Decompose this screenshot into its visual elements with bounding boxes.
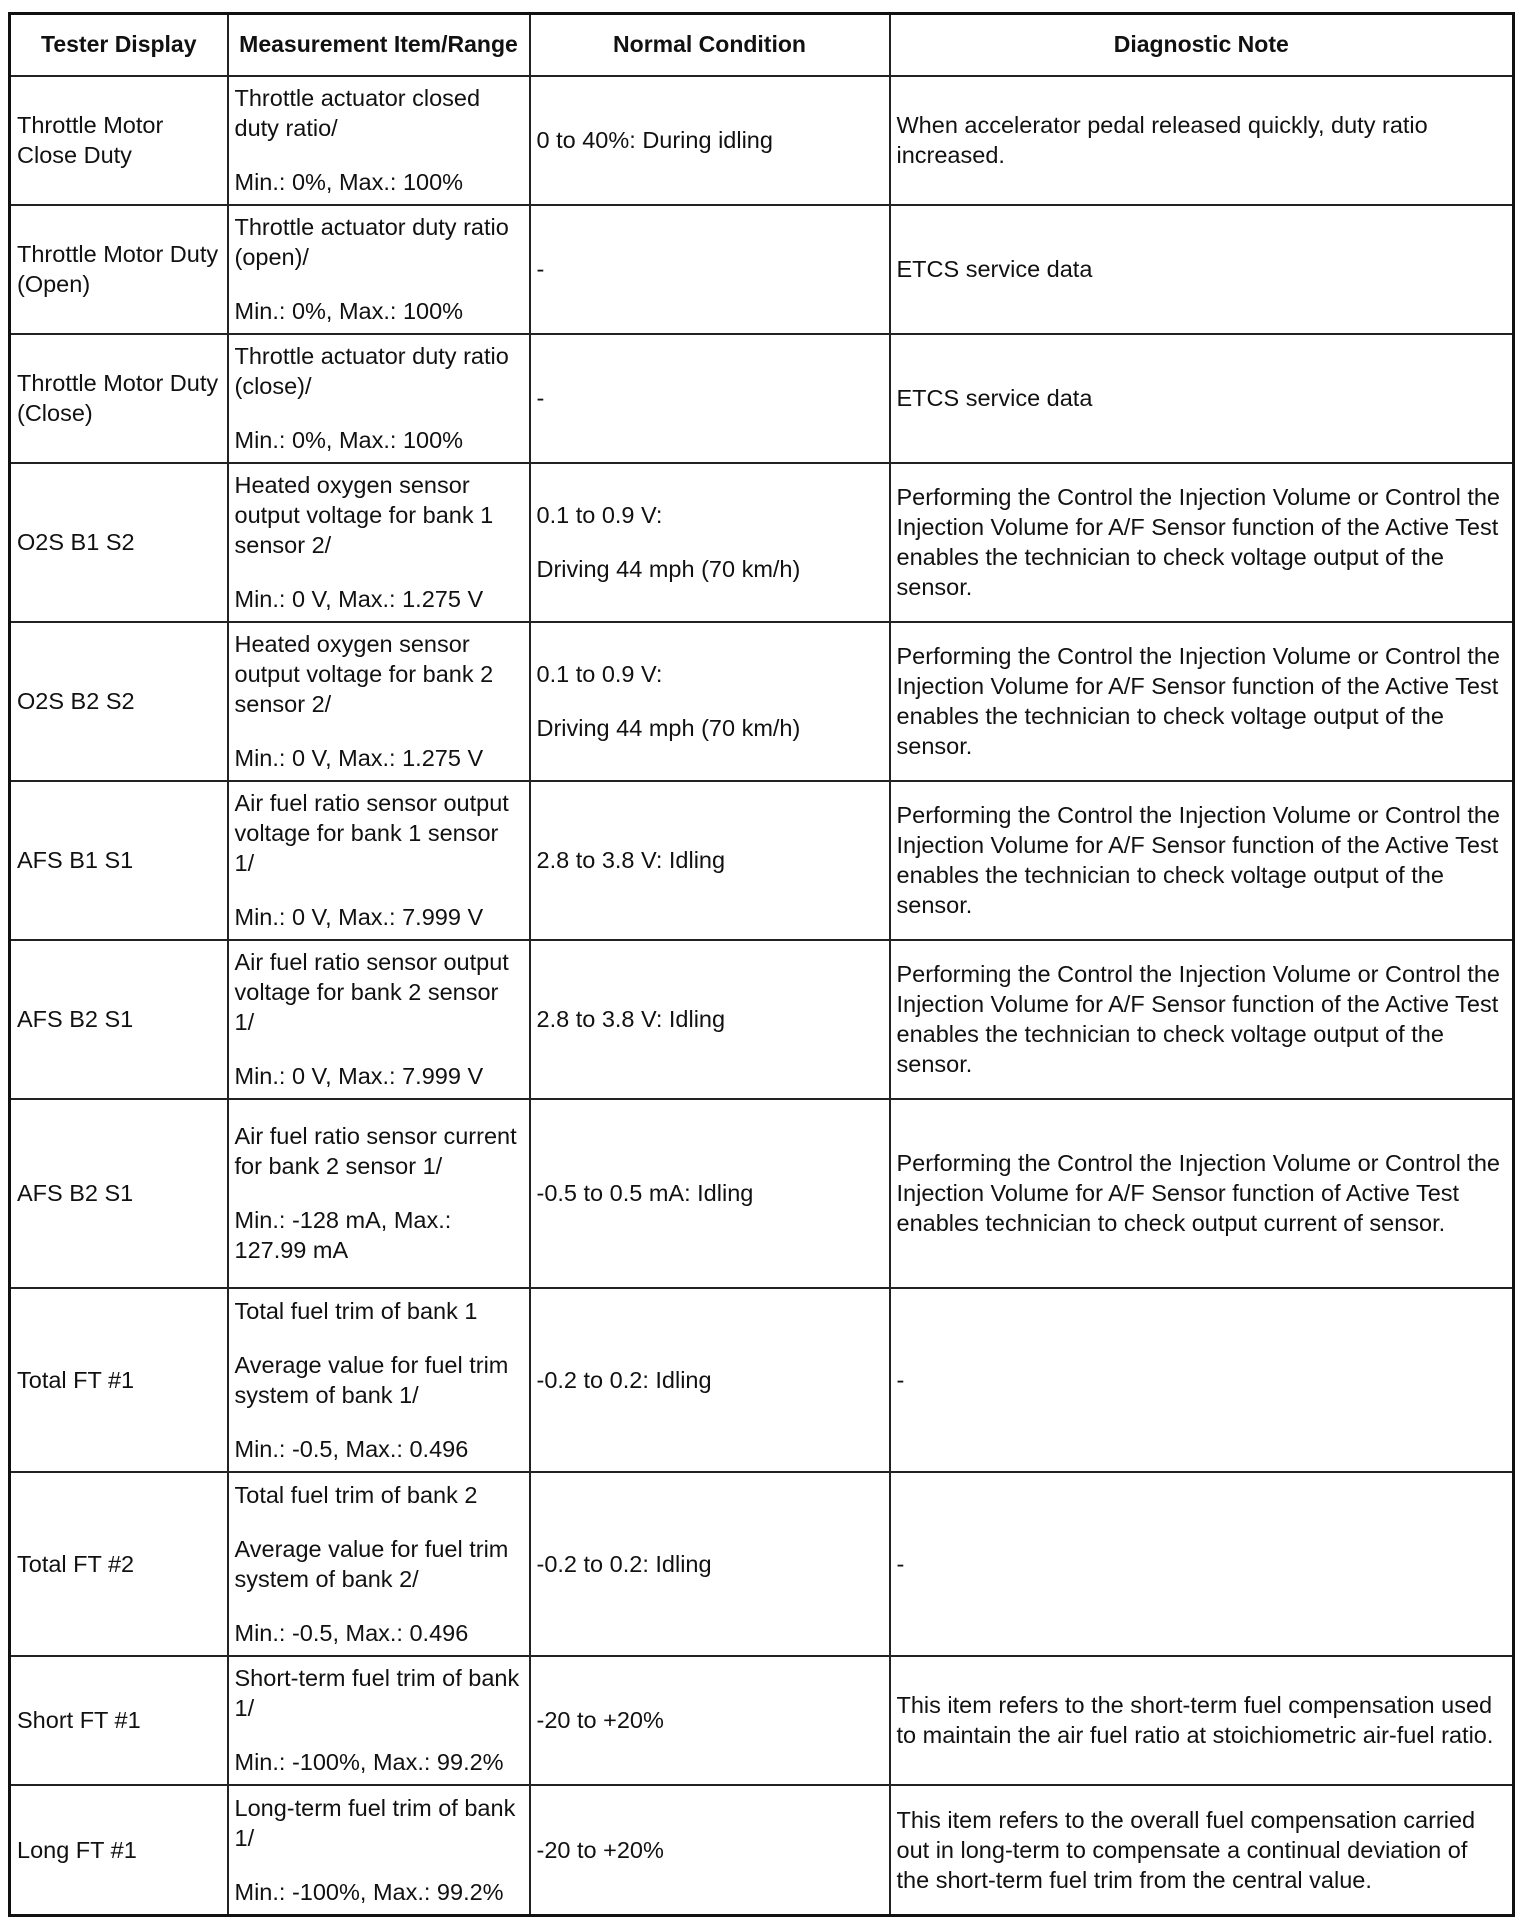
normal-condition-cell xyxy=(530,76,890,205)
diagnostic-note-cell: ETCS service data xyxy=(890,205,1514,334)
item-range: Min.: -0.5, Max.: 0.496 xyxy=(234,1435,469,1462)
measurement-item-cell xyxy=(228,1785,530,1916)
normal-condition-cell xyxy=(530,463,890,622)
item-description: Throttle actuator duty ratio (close)/ xyxy=(234,343,509,399)
tester-display-cell: Total FT #2 xyxy=(10,1472,228,1656)
diagnostic-note-cell: Performing the Control the Injection Volume or Control the Injection Volume for A/F Sensor function of the Active Test enables the technician to check voltage output of the sensor. xyxy=(890,463,1514,622)
header-row xyxy=(10,14,1514,76)
item-description: Heated oxygen sensor output voltage for bank 1 sensor 2/ xyxy=(234,472,494,558)
table-row xyxy=(10,622,1514,781)
measurement-item-cell xyxy=(228,1656,530,1785)
item-range: Min.: 0%, Max.: 100% xyxy=(234,298,464,324)
condition-text: - xyxy=(536,256,545,282)
table-row xyxy=(10,1656,1514,1785)
condition-text: 0.1 to 0.9 V: xyxy=(536,661,663,687)
item-range: Min.: 0 V, Max.: 1.275 V xyxy=(234,586,484,612)
diagnostic-note-cell: - xyxy=(890,1288,1514,1472)
item-range: Min.: -0.5, Max.: 0.496 xyxy=(234,1619,469,1646)
item-range: Min.: -100%, Max.: 99.2% xyxy=(234,1749,504,1775)
normal-condition-cell xyxy=(530,1099,890,1288)
item-description: Short-term fuel trim of bank 1/ xyxy=(234,1665,520,1721)
item-description: Throttle actuator duty ratio (open)/ xyxy=(234,214,509,270)
measurement-item-cell xyxy=(228,781,530,940)
table-row xyxy=(10,76,1514,205)
tester-display-cell: AFS B2 S1 xyxy=(10,1099,228,1288)
diagnostic-note-cell: Performing the Control the Injection Volume or Control the Injection Volume for A/F Sensor function of Active Test enables technician to check output current of sensor. xyxy=(890,1099,1514,1288)
measurement-item-cell xyxy=(228,334,530,463)
item-range: Min.: -128 mA, Max.: 127.99 mA xyxy=(234,1207,452,1263)
condition-text: Driving 44 mph (70 km/h) xyxy=(536,556,801,582)
tester-display-cell: Long FT #1 xyxy=(10,1785,228,1916)
tester-display-cell: Short FT #1 xyxy=(10,1656,228,1785)
item-description: Throttle actuator closed duty ratio/ xyxy=(234,85,481,141)
table-row xyxy=(10,781,1514,940)
table-row xyxy=(10,1785,1514,1916)
condition-text: -20 to +20% xyxy=(536,1836,664,1863)
condition-text: Driving 44 mph (70 km/h) xyxy=(536,715,801,741)
item-description: Heated oxygen sensor output voltage for bank 2 sensor 2/ xyxy=(234,631,494,717)
normal-condition-cell xyxy=(530,1785,890,1916)
header-measurement-item: Measurement Item/Range xyxy=(228,14,530,76)
measurement-item-cell xyxy=(228,463,530,622)
diagnostic-note-cell: - xyxy=(890,1472,1514,1656)
condition-text: -0.2 to 0.2: Idling xyxy=(536,1366,712,1393)
item-description: Long-term fuel trim of bank 1/ xyxy=(234,1794,516,1851)
normal-condition-cell xyxy=(530,781,890,940)
measurement-item-cell xyxy=(228,1099,530,1288)
header-normal-condition: Normal Condition xyxy=(530,14,890,76)
table-row xyxy=(10,1288,1514,1472)
item-description: Average value for fuel trim system of bank 2/ xyxy=(234,1535,509,1592)
item-description: Average value for fuel trim system of bank 1/ xyxy=(234,1351,509,1408)
item-range: Min.: 0 V, Max.: 7.999 V xyxy=(234,904,484,930)
header-diagnostic-note: Diagnostic Note xyxy=(890,14,1514,76)
item-range: Min.: 0%, Max.: 100% xyxy=(234,427,464,453)
normal-condition-cell xyxy=(530,205,890,334)
item-description: Air fuel ratio sensor current for bank 2 sensor 1/ xyxy=(234,1123,517,1179)
normal-condition-cell xyxy=(530,334,890,463)
tester-display-cell: O2S B2 S2 xyxy=(10,622,228,781)
normal-condition-cell xyxy=(530,1656,890,1785)
condition-text: -20 to +20% xyxy=(536,1707,664,1733)
condition-text: 2.8 to 3.8 V: Idling xyxy=(536,847,726,873)
diagnostic-note-cell: Performing the Control the Injection Volume or Control the Injection Volume for A/F Sensor function of the Active Test enables the technician to check voltage output of the sensor. xyxy=(890,781,1514,940)
table-row xyxy=(10,205,1514,334)
tester-display-cell: AFS B1 S1 xyxy=(10,781,228,940)
normal-condition-cell xyxy=(530,622,890,781)
item-range: Min.: 0 V, Max.: 7.999 V xyxy=(234,1063,484,1089)
item-range: Min.: 0%, Max.: 100% xyxy=(234,169,464,195)
diagnostic-note-cell: ETCS service data xyxy=(890,334,1514,463)
tester-display-cell: AFS B2 S1 xyxy=(10,940,228,1099)
table-row xyxy=(10,1472,1514,1656)
header-tester-display: Tester Display xyxy=(10,14,228,76)
item-description: Air fuel ratio sensor output voltage for bank 1 sensor 1/ xyxy=(234,790,509,876)
condition-text: 0 to 40%: During idling xyxy=(536,127,773,153)
table-row xyxy=(10,334,1514,463)
measurement-item-cell xyxy=(228,1472,530,1656)
table-row xyxy=(10,1099,1514,1288)
normal-condition-cell xyxy=(530,1288,890,1472)
measurement-item-cell xyxy=(228,1288,530,1472)
item-description: Total fuel trim of bank 2 xyxy=(234,1481,478,1508)
measurement-item-cell xyxy=(228,622,530,781)
item-description: Total fuel trim of bank 1 xyxy=(234,1297,478,1324)
item-range: Min.: 0 V, Max.: 1.275 V xyxy=(234,745,484,771)
condition-text: 0.1 to 0.9 V: xyxy=(536,502,663,528)
item-description: Air fuel ratio sensor output voltage for bank 2 sensor 1/ xyxy=(234,949,509,1035)
diagnostic-note-cell: Performing the Control the Injection Volume or Control the Injection Volume for A/F Sensor function of the Active Test enables the technician to check voltage output of the sensor. xyxy=(890,940,1514,1099)
measurement-item-cell xyxy=(228,205,530,334)
tester-display-cell: Throttle Motor Close Duty xyxy=(10,76,228,205)
normal-condition-cell xyxy=(530,940,890,1099)
table-row xyxy=(10,463,1514,622)
tester-display-cell: O2S B1 S2 xyxy=(10,463,228,622)
measurement-item-cell xyxy=(228,940,530,1099)
item-range: Min.: -100%, Max.: 99.2% xyxy=(234,1878,504,1905)
tester-display-cell: Throttle Motor Duty (Open) xyxy=(10,205,228,334)
condition-text: - xyxy=(536,385,545,411)
diagnostic-note-cell: When accelerator pedal released quickly, duty ratio increased. xyxy=(890,76,1514,205)
data-list-table xyxy=(8,12,1515,1917)
diagnostic-note-cell: This item refers to the short-term fuel compensation used to maintain the air fuel ratio at stoichiometric air-fuel ratio. xyxy=(890,1656,1514,1785)
condition-text: -0.5 to 0.5 mA: Idling xyxy=(536,1180,754,1206)
condition-text: -0.2 to 0.2: Idling xyxy=(536,1550,712,1577)
tester-display-cell: Total FT #1 xyxy=(10,1288,228,1472)
tester-display-cell: Throttle Motor Duty (Close) xyxy=(10,334,228,463)
table-row xyxy=(10,940,1514,1099)
diagnostic-note-cell: Performing the Control the Injection Volume or Control the Injection Volume for A/F Sensor function of the Active Test enables the technician to check voltage output of the sensor. xyxy=(890,622,1514,781)
condition-text: 2.8 to 3.8 V: Idling xyxy=(536,1006,726,1032)
normal-condition-cell xyxy=(530,1472,890,1656)
measurement-item-cell xyxy=(228,76,530,205)
diagnostic-note-cell: This item refers to the overall fuel compensation carried out in long-term to compensate a continual deviation of the short-term fuel trim from the central value. xyxy=(890,1785,1514,1916)
